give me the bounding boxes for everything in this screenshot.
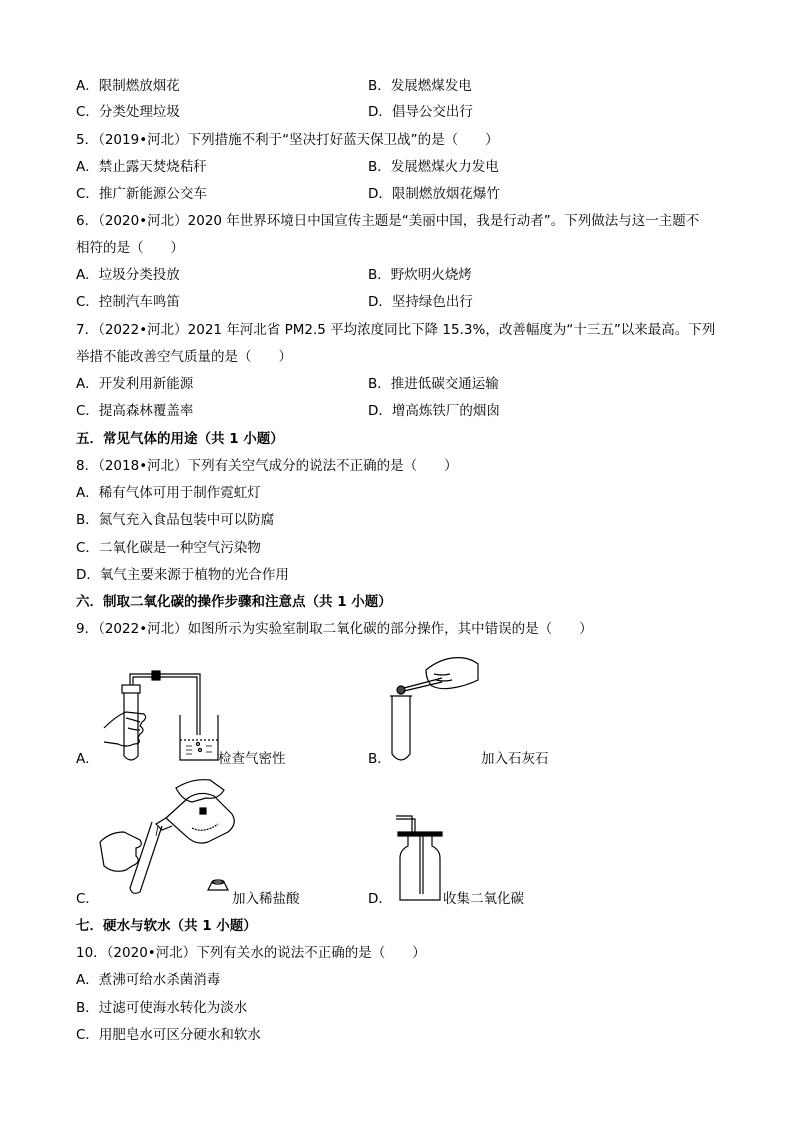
q7-stem-line2: 举措不能改善空气质量的是（ ）: [76, 349, 292, 365]
q8-option-d: D．氧气主要来源于植物的光合作用: [76, 567, 289, 583]
q5-option-d: D．限制燃放烟花爆竹: [368, 186, 500, 202]
q9-option-b-caption: 加入石灰石: [481, 751, 549, 767]
q9-option-c-caption: 加入稀盐酸: [232, 891, 300, 907]
q6-option-b: B．野炊明火烧烤: [368, 267, 472, 283]
q9-option-a-caption: 检查气密性: [218, 751, 286, 767]
q5-stem: 5．（2019•河北）下列措施不利于“坚决打好蓝天保卫战”的是（ ）: [76, 132, 499, 148]
q9-stem: 9．（2022•河北）如图所示为实验室制取二氧化碳的部分操作，其中错误的是（ ）: [76, 621, 593, 637]
q6-stem-line1: 6．（2020•河北）2020 年世界环境日中国宣传主题是“美丽中国，我是行动者”。下列做法与这一主题不: [76, 213, 700, 229]
q5-option-b: B．发展燃煤火力发电: [368, 159, 499, 175]
q8-stem: 8．（2018•河北）下列有关空气成分的说法不正确的是（ ）: [76, 458, 458, 474]
q4-option-d: D．倡导公交出行: [368, 104, 473, 120]
q4-option-c: C．分类处理垃圾: [76, 104, 180, 120]
q5-option-a: A．禁止露天焚烧秸秆: [76, 159, 207, 175]
q6-option-c: C．控制汽车鸣笛: [76, 294, 180, 310]
q7-option-a: A．开发利用新能源: [76, 376, 194, 392]
q6-option-a: A．垃圾分类投放: [76, 267, 180, 283]
q8-option-c: C．二氧化碳是一种空气污染物: [76, 540, 261, 556]
q9-option-b-label: B．: [368, 751, 391, 767]
q10-stem: 10．（2020•河北）下列有关水的说法不正确的是（ ）: [76, 945, 426, 961]
q4-option-b: B．发展燃煤发电: [368, 78, 472, 94]
q10-option-a: A．煮沸可给水杀菌消毒: [76, 972, 221, 988]
q8-option-b: B．氮气充入食品包装中可以防腐: [76, 512, 275, 528]
q10-option-b: B．过滤可使海水转化为淡水: [76, 1000, 248, 1016]
q7-stem-line1: 7．（2022•河北）2021 年河北省 PM2.5 平均浓度同比下降 15.3%，改善幅度为“十三五”以来最高。下列: [76, 322, 716, 338]
add-dilute-acid-figure: [96, 778, 246, 906]
q5-option-c: C．推广新能源公交车: [76, 186, 207, 202]
q9-option-d-label: D．: [368, 891, 392, 907]
section-5-title: 五．常见气体的用途（共 1 小题）: [76, 431, 284, 447]
q7-option-b: B．推进低碳交通运输: [368, 376, 499, 392]
q7-option-c: C．提高森林覆盖率: [76, 403, 194, 419]
q9-option-c-label: C．: [76, 891, 99, 907]
q10-option-c: C．用肥皂水可区分硬水和软水: [76, 1027, 261, 1043]
add-limestone-figure: [386, 650, 486, 768]
collect-co2-figure: [390, 808, 446, 904]
q4-option-a: A．限制燃放烟花: [76, 78, 180, 94]
q6-option-d: D．坚持绿色出行: [368, 294, 473, 310]
q9-option-d-caption: 收集二氧化碳: [443, 891, 524, 907]
section-6-title: 六．制取二氧化碳的操作步骤和注意点（共 1 小题）: [76, 594, 392, 610]
q8-option-a: A．稀有气体可用于制作霓虹灯: [76, 485, 261, 501]
section-7-title: 七．硬水与软水（共 1 小题）: [76, 918, 257, 934]
q6-stem-line2: 相符的是（ ）: [76, 240, 184, 256]
q7-option-d: D．增高炼铁厂的烟囱: [368, 403, 500, 419]
q9-option-a-label: A．: [76, 751, 99, 767]
